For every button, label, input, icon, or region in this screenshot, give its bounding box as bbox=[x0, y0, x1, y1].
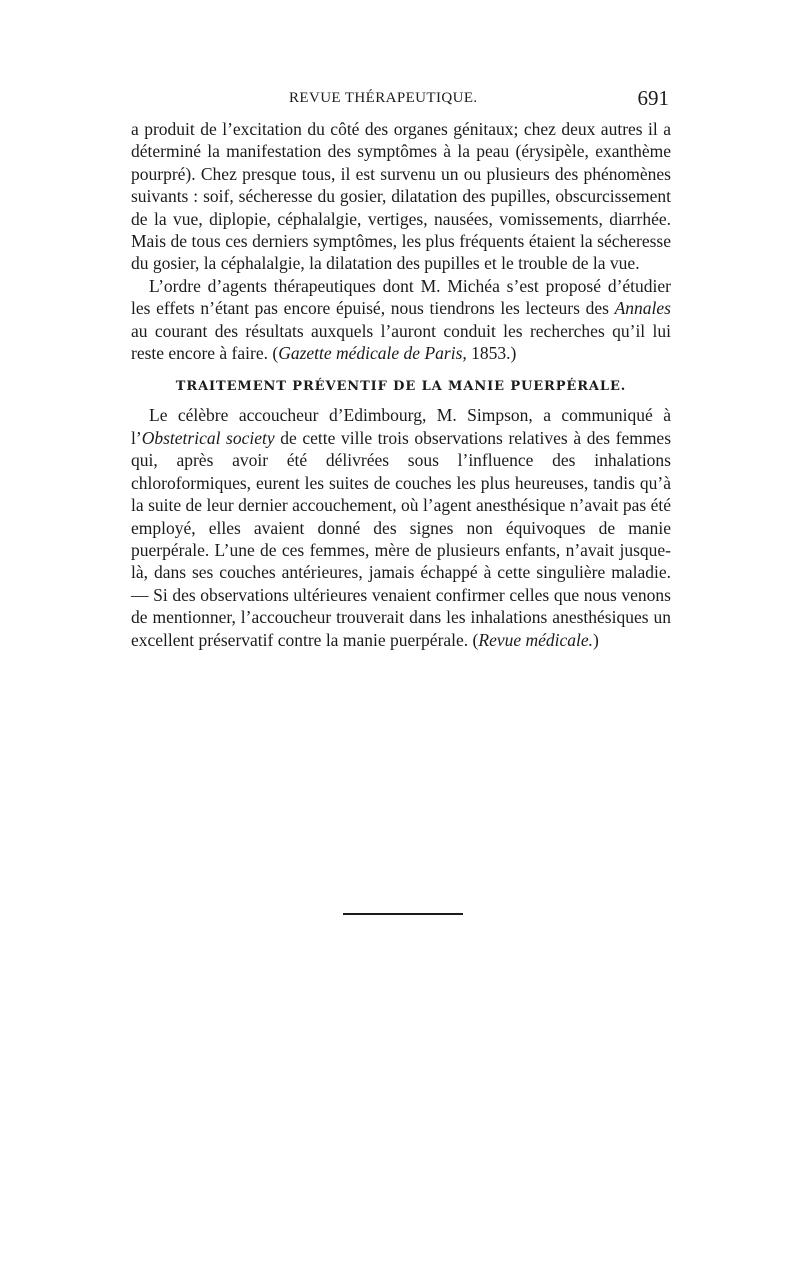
italic-citation: Gazette médicale de Paris, bbox=[278, 343, 467, 364]
italic-title: Annales bbox=[614, 298, 671, 319]
italic-society: Obstetrical society bbox=[141, 427, 275, 448]
section-end-rule bbox=[343, 913, 463, 915]
paragraph-text: au courant des résultats auxquels l’auront conduit les recherches qu’il lui reste encore à faire. ( bbox=[131, 320, 671, 364]
paragraph-simpson bbox=[131, 404, 671, 650]
book-page bbox=[131, 86, 672, 651]
paragraph-text: de cette ville trois observations relatives à des femmes qui, après avoir été délivrées sous l’influence des inhalations chloroformiques, eurent les suites de couches les plus heureuses, tandis qu’à la suite de leur dernier accouchement, où l’agent anesthésique n’avait pas été employé, elles avaient donné des signes non équivoques de manie puerpérale. L’une de ces femmes, mère de plusieurs enfants, n’avait jusque-là, dans ses couches antérieures, jamais échappé à cette singulière maladie. — Si des observations ultérieures venaient confirmer celles que nous venons de mentionner, l’accoucheur trouverait dans les inhalations anesthésiques un excellent préservatif contre la manie puerpérale. ( bbox=[131, 427, 672, 650]
paragraph-text: L’ordre d’agents thérapeutiques dont M. Michéa s’est proposé d’étudier les effets n’étant pas encore épuisé, nous tiendrons les lecteurs des bbox=[131, 275, 671, 319]
section-heading: TRAITEMENT PRÉVENTIF DE LA MANIE PUERPÉRALE. bbox=[175, 379, 627, 395]
page-number: 691 bbox=[637, 86, 669, 110]
paragraph-text: ) bbox=[593, 629, 599, 650]
italic-citation: Revue médicale. bbox=[478, 629, 594, 650]
running-title: REVUE THÉRAPEUTIQUE. bbox=[289, 90, 478, 106]
paragraph-text: 1853.) bbox=[466, 343, 517, 364]
paragraph-text: Le célèbre accoucheur d’Edimbourg, M. Simpson, a communiqué à l’ bbox=[131, 405, 671, 448]
paragraph-continuation: a produit de l’excitation du côté des organes génitaux; chez deux autres il a déterminé la manifestation des symptômes à la peau (érysipèle, exanthème pourpré). Chez presque tous, il est survenu un ou plusieurs des phénomènes suivants : soif, sécheresse du gosier, dilatation des pupilles, obscurcissement de la vue, diplopie, céphalalgie, vertiges, nausées, vomissements, diarrhée. Mais de tous ces derniers symptômes, les plus fréquents étaient la sécheresse du gosier, la céphalalgie, la dilatation des pupilles et le trouble de la vue. bbox=[131, 119, 671, 274]
paragraph-michea bbox=[131, 275, 671, 365]
running-head bbox=[131, 86, 671, 116]
